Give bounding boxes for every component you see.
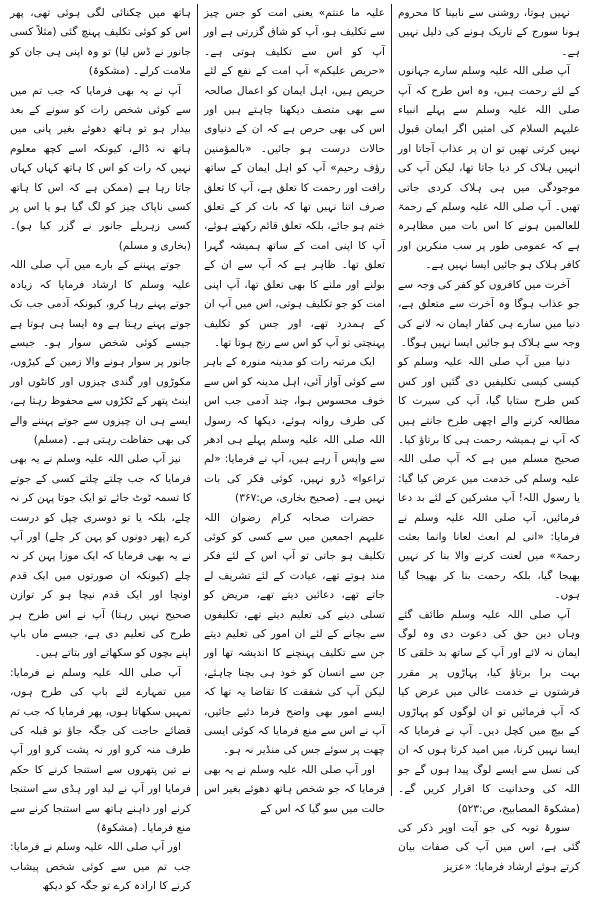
paragraph: نیز آپ صلی اللہ علیہ وسلم نے یہ بھی فرمایا کہ جب چلتے چلتے کسی کے جوتے کا تسمہ ٹوٹ جائے تو ایک جوتا پہن کر نہ چلے، بلکہ یا تو دوسری چپل کو درست کرے (پھر دونوں کو پہن کر چلے) اور آپ نے یہ بھی فرمایا کہ ایک موزا پہن کر نہ چلے (کیونکہ ان صورتوں میں ایک قدم اونچا اور ایک قدم نیچا ہو کر توازن صحیح نہیں رہتا) آپ نے اس طرح ہر طرح کی تعلیم دی ہے، جیسے ماں باپ اپنے بچوں کو سکھاتے اور بتاتے ہیں۔ [10,453,191,660]
paragraph: آپ صلی اللہ علیہ وسلم نے فرمایا: میں تمہارے لئے باپ کی طرح ہوں، تمہیں سکھاتا ہوں، پھر فرمایا کہ جب تم قضائے حاجت کی جگہ جاؤ تو قبلہ کی طرف منہ کرو اور نہ پشت کرو اور آپ نے تین پتھروں سے استنجا کرنے کا حکم فرمایا اور آپ نے لید اور ہڈی سے استنجا کرنے اور داہنے ہاتھ سے استنجا کرنے سے منع فرمایا۔ (مشکوۃ) [10,666,191,835]
document-page [4,4,586,893]
paragraph: نہیں ہوتا، روشنی سے نابینا کا محروم ہونا سورج کے تاریک ہونے کی دلیل نہیں ہے۔ [398,7,580,58]
text-column-middle [198,4,392,815]
paragraph: آخرت میں کافروں کو کفر کی وجہ سے جو عذاب ہوگا وہ آخرت سے متعلق ہے، دنیا میں سارے ہی کفار ایمان نہ لانے کی وجہ سے ہلاک ہو جائیں ایسا نہیں ہوگا۔ [398,278,580,349]
paragraph: اور آپ صلی اللہ علیہ وسلم نے فرمایا: جب تم میں سے کوئی شخص پیشاب کرنے کا ارادہ کرے تو جگہ کو دیکھ [10,841,191,893]
paragraph: سورۂ توبہ کی جو آیت اوپر ذکر کی گئی ہے، اس میں آپ کی صفات بیان کرتے ہوئے ارشاد فرمایا: «عزیز [398,822,580,873]
paragraph: علیہ ما عنتم» یعنی امت کو جس چیز سے تکلیف ہو، آپ کو شاق گزرتی ہے اور آپ کو اس سے تکلیف ہوتی ہے۔ «حریص علیکم» آپ امت کے نفع کے لئے حریص ہیں، اہل ایمان کو اعمال صالحہ سے بھی متصف دیکھنا چاہتے ہیں اور اس کی بھی حرص ہے کہ ان کے دنیاوی حالات درست ہو جائیں۔ «بالمؤمنین رؤف رحیم» آپ کو اہل ایمان کے ساتھ رافت اور رحمت کا تعلق ہے، آپ کا تعلق صرف اتنا نہیں تھا کہ بات کر کے تعلق ختم ہو جائے، بلکہ تعلق قائم رکھتے ہوئے، آپ کا اپنی امت کے ساتھ ہمیشہ گہرا تعلق تھا۔ ظاہر ہے کہ آپ سے ان کے بولنے اور ملنے کا بھی تعلق تھا، آپ اپنی امت کو جو تکلیف ہوتی، اس میں آپ ان کے ہمدرد تھے، اور جس کو تکلیف پہنچتی تو آپ کو اس سے رنج ہوتا تھا۔ [204,7,385,349]
paragraph: دنیا میں آپ صلی اللہ علیہ وسلم کو کیسی کیسی تکلیفیں دی گئیں اور کس کس طرح ستایا گیا، آپ کی سیرت کا مطالعہ کرنے والے اچھی طرح جانتے ہیں کہ آپ نے ہمیشہ رحمت ہی کا برتاؤ کیا۔ صحیح مسلم میں ہے کہ آپ صلی اللہ علیہ وسلم کی خدمت میں عرض کیا گیا: یا رسول اللہ! آپ مشرکین کے لئے بد دعا فرمائیں، آپ صلی اللہ علیہ وسلم نے فرمایا: «انی لم ابعث لعانا وانما بعثت رحمۃ» میں لعنت کرنے والا بنا کر نہیں بھیجا گیا، بلکہ رحمت بنا کر بھیجا گیا ہوں۔ [398,356,580,602]
paragraph: جوتے پہننے کے بارے میں آپ صلی اللہ علیہ وسلم کا ارشاد فرمایا کہ زیادہ جوتے پہنے رہا کرو، کیونکہ آدمی جب تک جوتے پہنے رہتا ہے وہ ایسا ہی ہوتا ہے جیسے کوئی شخص سوار ہو۔ جیسے جانور پر سوار ہونے والا زمین کے کیڑوں، مکوڑوں اور گندی چیزوں اور کانٹوں اور اینٹ پتھر کے ٹکڑوں سے محفوظ رہتا ہے، ایسے ہی ان چیزوں سے جوتے پہننے والے کی بھی حفاظت رہتی ہے۔ (مسلم) [10,259,191,446]
paragraph: ایک مرتبہ رات کو مدینہ منورہ کے باہر سے کوئی آواز آئی، اہل مدینہ کو اس سے خوف محسوس ہوا، چند آدمی جب اس کی طرف روانہ ہوئے، دیکھا کہ رسول اللہ صلی اللہ علیہ وسلم پہلے ہی ادھر سے واپس آ رہے ہیں، آپ نے فرمایا: «لم تراعوا» ڈرو نہیں، کوئی فکر کی بات نہیں ہے۔ (صحیح بخاری، ص:۳۶۷) [204,356,385,505]
paragraph: آپ صلی اللہ علیہ وسلم طائف گئے وہاں دین حق کی دعوت دی وہ لوگ ایمان نہ لائے اور آپ کے ساتھ بد خلقی کا بہت برا برتاؤ کیا، پہاڑوں پر مقرر فرشتوں نے خدمت عالی میں عرض کیا کہ آپ فرمائیں تو ان لوگوں کو پہاڑوں کے بیچ میں کچل دیں۔ آپ نے فرمایا کہ ایسا نہیں کرنا، میں امید کرتا ہوں کہ ان کی نسل سے ایسے لوگ پیدا ہوں گے جو اللہ کی وحدانیت کا اقرار کریں گے۔ (مشکوۃ المصابیح، ص:۵۲۳) [398,608,580,815]
paragraph: حضرات صحابہ کرام رضوان اللہ علیہم اجمعین میں سے کسی کو کوئی تکلیف ہو جاتی تو آپ اس کے لئے فکر مند ہوتے تھے، عیادت کے لئے تشریف لے جاتے تھے، دعائیں دیتے تھے، مریض کو تسلی دینے کی تعلیم دیتے تھے، تکلیفوں سے بچانے کے لئے ان امور کی تعلیم دیتے جن سے تکلیف پہنچنے کا اندیشہ تھا اور جن سے انسان کو خود ہی بچنا چاہئے، لیکن آپ کی شفقت کا تقاضا یہ تھا کہ ایسے امور بھی واضح فرما دئیے جائیں، آپ نے اس سے منع فرمایا کہ کوئی ایسی چھت پر سوئے جس کی منڈیر نہ ہو۔ [204,511,385,757]
text-column-left [4,4,198,893]
text-column-right [392,4,586,873]
paragraph: آپ نے یہ بھی فرمایا کہ جب تم میں سے کوئی شخص رات کو سونے کے بعد بیدار ہو تو ہاتھ دھوئے بغیر پانی میں ہاتھ نہ ڈالے، کیونکہ اسے کچھ معلوم نہیں کہ رات کو اس کا ہاتھ کہاں کہاں جاتا رہا ہے (ممکن ہے کہ اس کا ہاتھ کسی ناپاک چیز کو لگ گیا ہو یا اس پر کسی زہریلے جانور نے گزر کیا ہو)۔ (بخاری و مسلم) [10,84,191,252]
paragraph: اور آپ صلی اللہ علیہ وسلم نے یہ بھی فرمایا کہ جو شخص ہاتھ دھوئے بغیر اس حالت میں سو گیا کہ اس کے [204,763,385,815]
paragraph: ہاتھ میں چکنائی لگی ہوئی تھی، پھر اس کو کوئی تکلیف پہنچ گئی (مثلاً کسی جانور نے ڈس لیا) تو وہ اپنی ہی جان کو ملامت کرلے۔ (مشکوۃ) [10,7,191,78]
paragraph: آپ صلی اللہ علیہ وسلم سارے جہانوں کے لئے رحمت ہیں، وہ اس طرح کہ آپ صلی اللہ علیہ وسلم سے پہلے انبیاء علیہم السلام کی امتیں اگر ایمان قبول نہیں کرتی تھیں تو ان پر عذاب آجاتا اور انہیں ہلاک کر دیا جاتا تھا، لیکن آپ کی موجودگی میں ہی ہلاک کردی جاتی تھیں۔ آپ صلی اللہ علیہ وسلم کے رحمۃ للعالمین ہونے کا اس بات میں مظاہرہ ہے کہ عمومی طور پر سب منکرین اور کافر ہلاک ہو جائیں ایسا نہیں ہے۔ [398,65,580,272]
